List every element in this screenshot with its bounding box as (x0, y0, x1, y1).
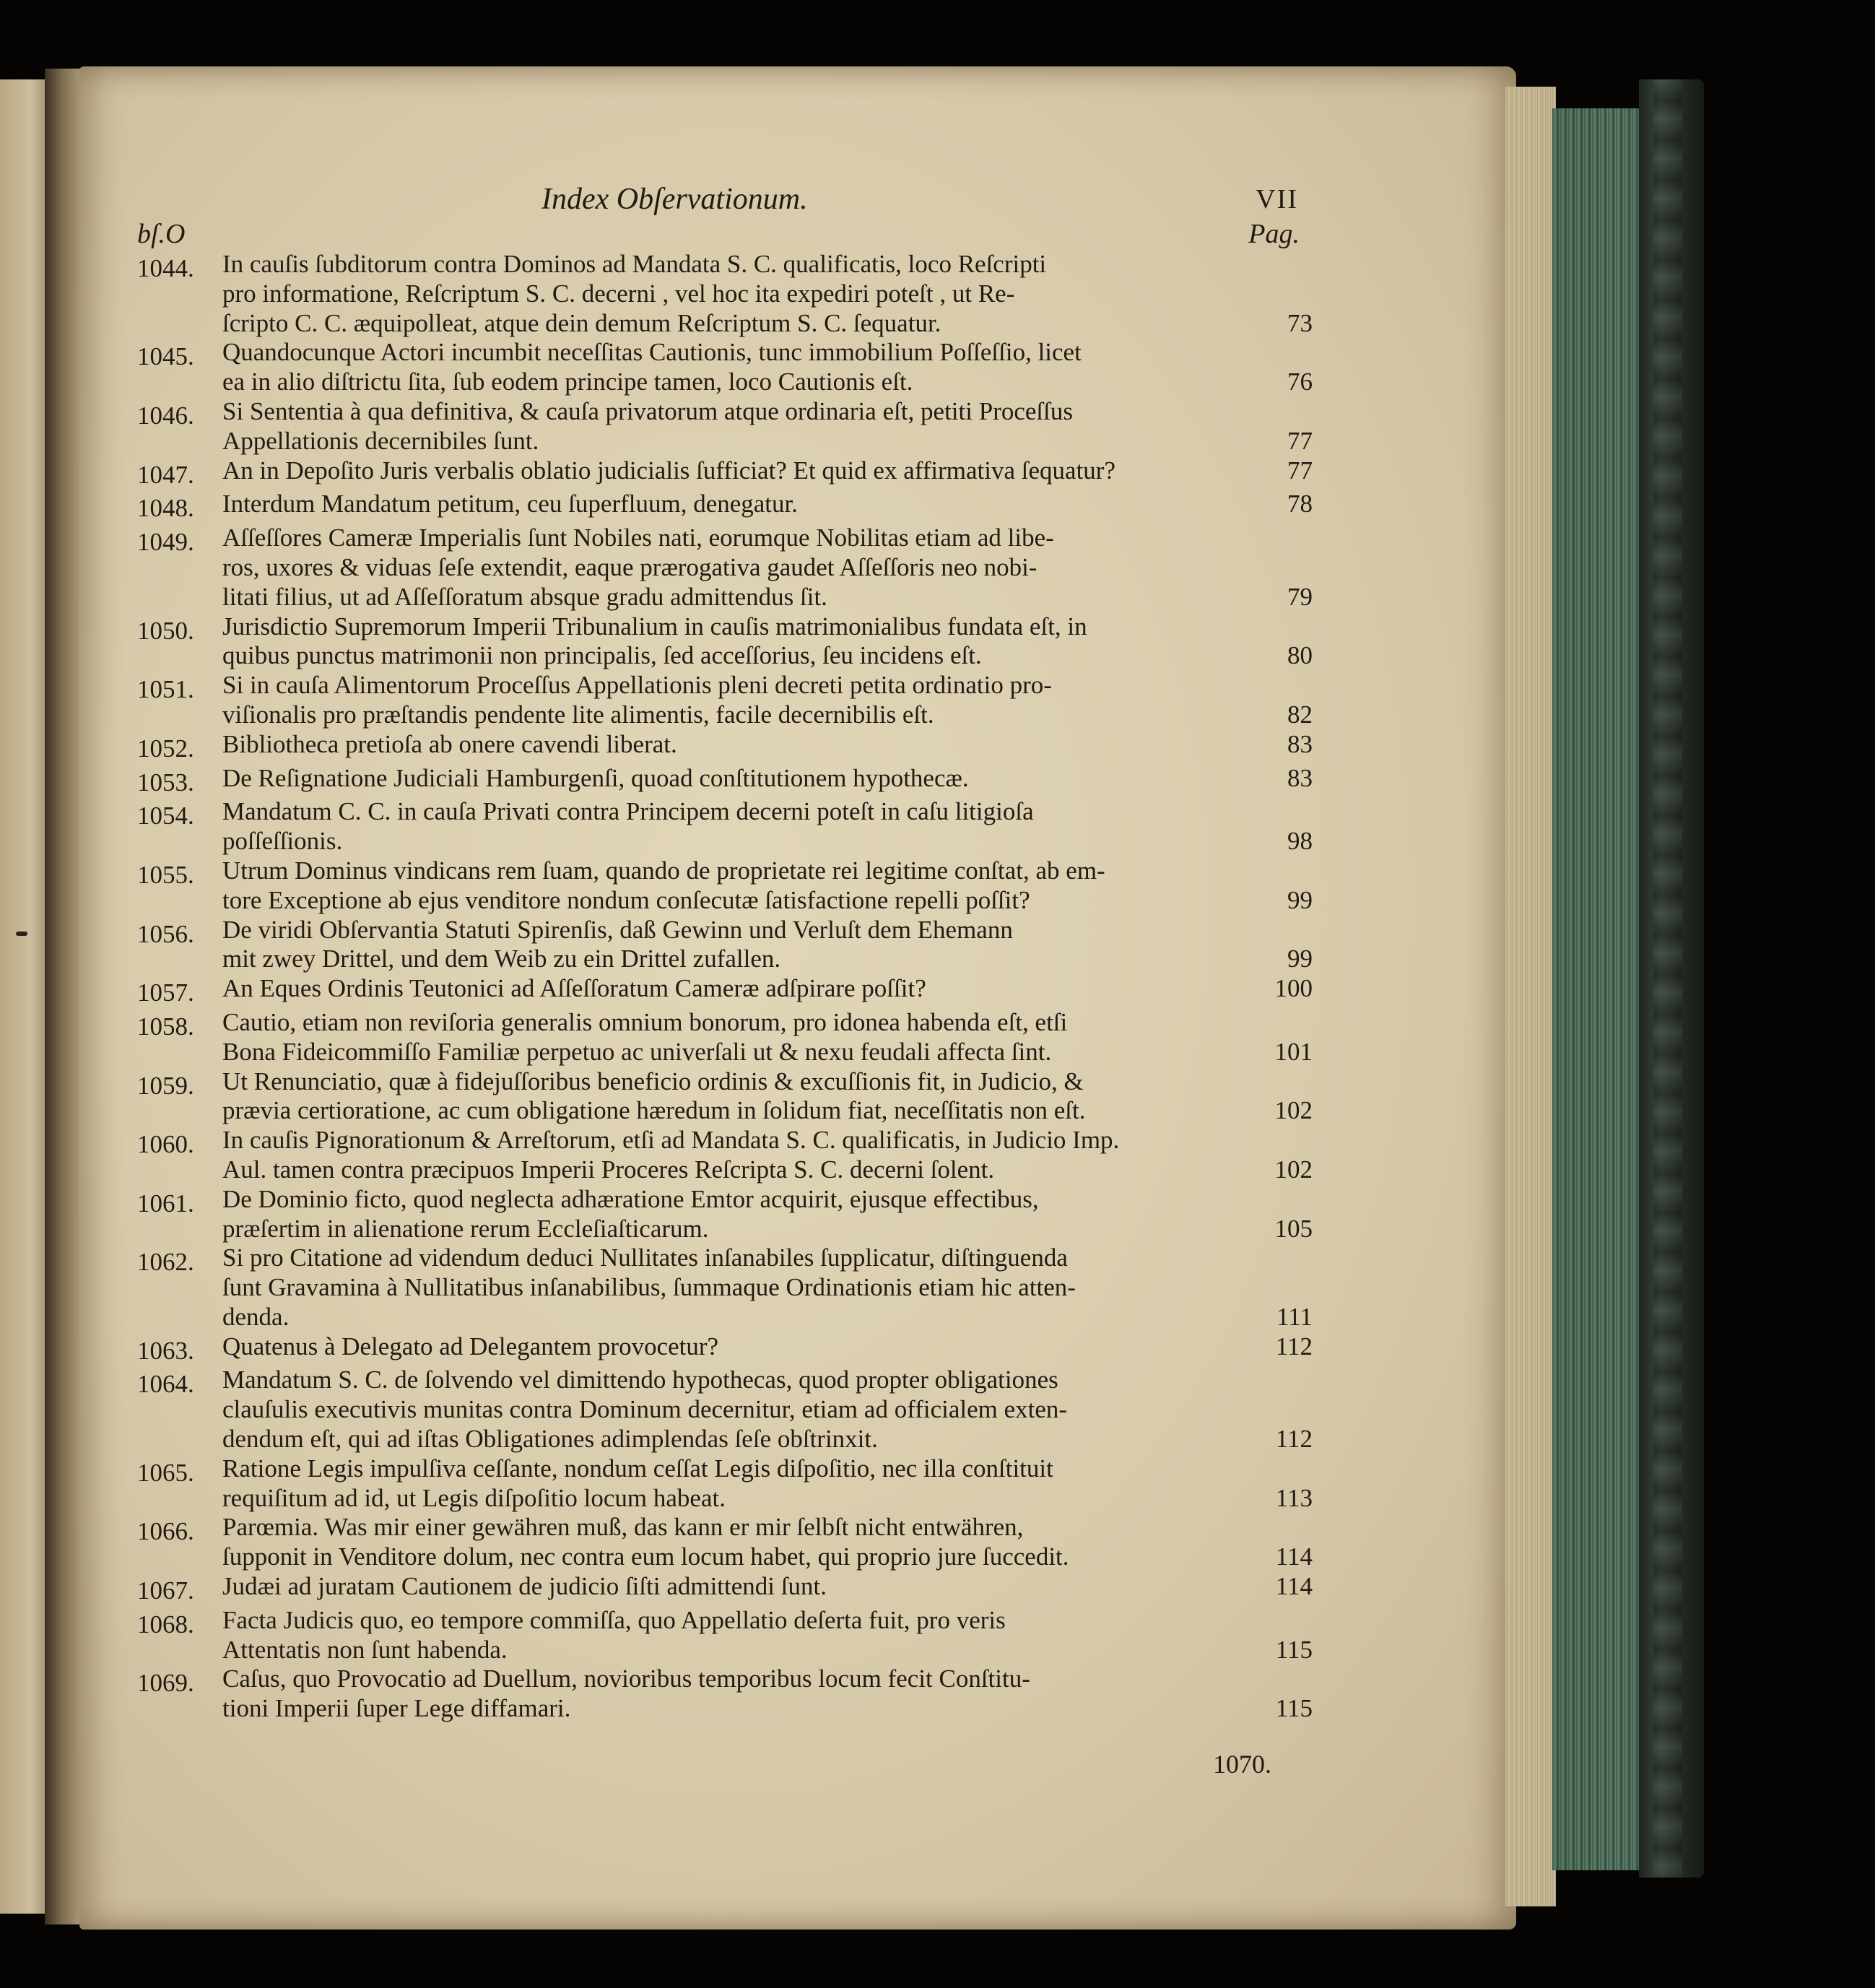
entry-line (222, 1185, 1285, 1215)
page-number: VII (1256, 184, 1298, 214)
page-reference: 112 (1275, 1332, 1313, 1360)
index-entry (137, 974, 1313, 1008)
observation-number: 1062. (137, 1248, 194, 1277)
entry-line (222, 641, 1313, 671)
entry-line-text: Aſſeſſores Cameræ Imperialis ſunt Nobiles nati, eorumque Nobilitas etiam ad libe- (222, 524, 1054, 552)
index-entry (137, 1572, 1313, 1606)
entry-line (222, 553, 1285, 583)
column-headings (137, 218, 1300, 249)
index-entry (137, 1332, 1313, 1366)
entry-line-text: Mandatum C. C. in cauſa Privati contra Principem decerni poteſt in caſu litigioſa (222, 797, 1034, 826)
page-reference (1262, 1366, 1313, 1395)
index-entry (137, 1513, 1313, 1572)
book-fore-edge (1552, 108, 1653, 1870)
observation-number: 1065. (137, 1458, 194, 1487)
observation-number: 1067. (137, 1576, 194, 1605)
entry-line (222, 974, 1313, 1004)
page-reference: 77 (1287, 456, 1313, 485)
entry-line (222, 1126, 1285, 1155)
page-reference: 80 (1287, 641, 1313, 670)
entry-line-text: poſſeſſionis. (222, 827, 343, 856)
entry-text (222, 974, 1313, 1004)
entry-line (222, 1664, 1285, 1694)
entry-line-text: Si Sententia à qua definitiva, & cauſa privatorum atque ordinaria eſt, petiti Proceſſus (222, 396, 1073, 425)
page-reference: 115 (1275, 1635, 1313, 1664)
index-entry (137, 671, 1313, 730)
entry-text (222, 1067, 1313, 1127)
margin-mark (16, 932, 27, 936)
entry-text (222, 1605, 1313, 1665)
page-reference (1262, 338, 1313, 368)
entry-line (222, 1366, 1285, 1395)
index-entry (137, 1007, 1313, 1067)
entry-line (222, 426, 1313, 456)
page-reference (1262, 856, 1313, 886)
book-cover (1639, 79, 1704, 1878)
page-reference: 113 (1275, 1483, 1313, 1512)
entry-line (222, 1483, 1313, 1514)
observation-number: 1057. (137, 978, 194, 1007)
page-reference: 112 (1275, 1425, 1313, 1454)
observation-number: 1056. (137, 919, 194, 948)
entry-line-text: dendum eſt, qui ad iſtas Obligationes adimplendas ſeſe obſtrinxit. (222, 1425, 878, 1454)
page-reference (1262, 279, 1313, 309)
entry-line (222, 308, 1313, 339)
page-reference (1262, 553, 1313, 583)
entry-line (222, 856, 1285, 886)
entry-line (222, 1542, 1313, 1572)
entry-line (222, 524, 1285, 553)
observation-number: 1044. (137, 254, 194, 282)
page-reference: 79 (1287, 582, 1313, 611)
entry-line (222, 1332, 1313, 1362)
observation-number: 1069. (137, 1669, 194, 1698)
observation-number: 1052. (137, 734, 194, 763)
entry-line-text: Jurisdictio Supremorum Imperii Tribunalium in cauſis matrimonialibus fundata eſt, in (222, 612, 1087, 641)
entry-line (222, 1606, 1285, 1636)
entry-line-text: Si in cauſa Alimentorum Proceſſus Appellationis pleni decreti petita ordinatio pro- (222, 671, 1052, 700)
entry-text (222, 1184, 1313, 1244)
entry-text (222, 856, 1313, 916)
entry-line (222, 916, 1285, 945)
index-entry (137, 1067, 1313, 1127)
page-reference: 98 (1287, 827, 1313, 856)
page-reference (1262, 1126, 1313, 1155)
index-entry (137, 490, 1313, 524)
page-reference: 111 (1276, 1302, 1313, 1331)
entry-line (222, 945, 1313, 974)
entry-line (222, 1067, 1285, 1097)
entry-line (222, 1635, 1313, 1665)
entry-text (222, 396, 1313, 456)
entry-line (222, 456, 1313, 486)
entry-line-text: Ratione Legis impulſiva ceſſante, nondum ceſſat Legis diſpoſitio, nec illa conſtituit (222, 1454, 1053, 1483)
entry-line (222, 700, 1313, 730)
page-reference (1262, 1606, 1313, 1636)
observation-number: 1058. (137, 1012, 194, 1041)
index-entry (137, 915, 1313, 975)
entry-line-text: De Reſignatione Judiciali Hamburgenſi, quoad conſtitutionem hypothecæ. (222, 763, 969, 792)
entry-line-text: ea in alio diſtrictu ſita, ſub eodem principe tamen, loco Cautionis eſt. (222, 368, 913, 396)
entry-line-text: Aul. tamen contra præcipuos Imperii Proceres Reſcripta S. C. decerni ſolent. (222, 1155, 995, 1184)
entry-text (222, 1007, 1313, 1067)
entry-line (222, 1572, 1313, 1602)
index-entry (137, 1366, 1313, 1454)
page-reference: 114 (1275, 1572, 1313, 1601)
entry-text (222, 250, 1313, 338)
entry-line-text: De viridi Obſervantia Statuti Spirenſis, daß Gewinn und Verluſt dem Ehemann (222, 915, 1013, 944)
entry-line-text: ros, uxores & viduas ſeſe extendit, eaque prærogativa gaudet Aſſeſſoris neo nobi- (222, 552, 1037, 581)
entry-line (222, 612, 1285, 642)
entry-text (222, 729, 1313, 760)
entry-line-text: ſupponit in Venditore dolum, nec contra eum locum habet, qui proprio jure ſuccedit. (222, 1542, 1069, 1571)
observation-number: 1066. (137, 1517, 194, 1546)
entry-line (222, 250, 1285, 279)
entry-line (222, 885, 1313, 916)
entry-line (222, 490, 1313, 519)
index-entry (137, 729, 1313, 764)
entry-line-text: Bibliotheca pretioſa ab onere cavendi liberat. (222, 729, 677, 758)
entry-line-text: ſcripto C. C. æquipolleat, atque dein demum Reſcriptum S. C. ſequatur. (222, 308, 941, 337)
page-reference: 115 (1275, 1694, 1313, 1723)
page-reference: 102 (1274, 1096, 1313, 1125)
index-entry (137, 1184, 1313, 1244)
facing-page-edge (0, 79, 51, 1914)
index-entry (137, 250, 1313, 338)
entry-line (222, 1273, 1285, 1303)
entry-text (222, 1366, 1313, 1454)
page-reference (1262, 671, 1313, 700)
observation-number: 1059. (137, 1071, 194, 1100)
entry-line (222, 1096, 1313, 1126)
entry-line (222, 1454, 1285, 1484)
entry-line-text: quibus punctus matrimonii non principalis, ſed acceſſorius, ſeu incidens eſt. (222, 641, 982, 670)
entry-text (222, 1513, 1313, 1572)
entry-text (222, 456, 1313, 486)
page-reference (1262, 250, 1313, 279)
observation-number: 1068. (137, 1610, 194, 1638)
entry-text (222, 1454, 1313, 1514)
observation-number: 1054. (137, 802, 194, 830)
observation-number: 1064. (137, 1370, 194, 1399)
page-reference (1262, 1664, 1313, 1694)
entry-text (222, 1126, 1313, 1185)
entry-line-text: Utrum Dominus vindicans rem ſuam, quando de proprietate rei legitime conſtat, ab em- (222, 856, 1105, 885)
page-reference: 101 (1274, 1037, 1313, 1066)
entry-text (222, 1332, 1313, 1362)
page-reference: 105 (1274, 1214, 1313, 1243)
entry-text (222, 915, 1313, 975)
entry-line-text: Judæi ad juratam Cautionem de judicio ſiſti admittendi ſunt. (222, 1572, 827, 1601)
entry-text (222, 763, 1313, 794)
page-reference (1262, 797, 1313, 827)
entry-line-text: Si pro Citatione ad videndum deduci Nullitates inſanabiles ſupplicatur, diſtinguenda (222, 1243, 1068, 1272)
entry-line-text: Interdum Mandatum petitum, ceu ſuperfluum, denegatur. (222, 490, 799, 518)
page-reference: 99 (1287, 885, 1313, 914)
entry-line (222, 338, 1285, 368)
page-reference (1262, 1395, 1313, 1425)
index-entry (137, 797, 1313, 856)
entry-text (222, 490, 1313, 519)
entry-line-text: Quatenus à Delegato ad Delegantem provocetur? (222, 1332, 719, 1360)
entry-line (222, 1395, 1285, 1425)
entry-line-text: Appellationis decernibiles ſunt. (222, 426, 539, 455)
column-head-observation: bſ.O (137, 219, 186, 249)
observation-number: 1055. (137, 860, 194, 889)
observation-number: 1063. (137, 1336, 194, 1365)
page-reference (1262, 1513, 1313, 1542)
observation-number: 1050. (137, 616, 194, 645)
entry-line-text: clauſulis executivis munitas contra Dominum decernitur, etiam ad officialem exten- (222, 1395, 1068, 1424)
page-reference (1262, 612, 1313, 642)
entry-line-text: Caſus, quo Provocatio ad Duellum, novioribus temporibus locum fecit Conſtitu- (222, 1664, 1030, 1693)
index-entries (137, 250, 1313, 1724)
observation-number: 1049. (137, 528, 194, 557)
entry-line-text: pro informatione, Reſcriptum S. C. decerni , vel hoc ita expediri poteſt , ut Re- (222, 279, 1015, 308)
entry-line-text: Facta Judicis quo, eo tempore commiſſa, quo Appellatio deſerta fuit, pro veris (222, 1605, 1006, 1634)
page-reference: 114 (1275, 1542, 1313, 1571)
page-reference: 78 (1287, 490, 1313, 518)
page-reference (1262, 916, 1313, 945)
observation-number: 1061. (137, 1189, 194, 1217)
column-head-page: Pag. (1248, 219, 1300, 249)
entry-line (222, 671, 1285, 700)
entry-line-text: An Eques Ordinis Teutonici ad Aſſeſſoratum Cameræ adſpirare poſſit? (222, 974, 926, 1003)
entry-line-text: requiſitum ad id, ut Legis diſpoſitio locum habeat. (222, 1483, 726, 1512)
index-entry (137, 396, 1313, 456)
entry-text (222, 797, 1313, 856)
page-reference (1262, 1185, 1313, 1215)
entry-line (222, 1214, 1313, 1244)
index-entry (137, 763, 1313, 798)
page-reference: 76 (1287, 368, 1313, 396)
catchword: 1070. (1213, 1750, 1271, 1779)
entry-text (222, 524, 1313, 612)
entry-text (222, 1572, 1313, 1602)
observation-number: 1060. (137, 1130, 194, 1159)
page-reference: 83 (1287, 763, 1313, 792)
page-reference (1262, 397, 1313, 427)
index-entry (137, 524, 1313, 612)
page-reference: 83 (1287, 729, 1313, 758)
page-reference: 73 (1287, 308, 1313, 337)
entry-line (222, 1243, 1285, 1273)
entry-line-text: Ut Renunciatio, quæ à fidejuſſoribus beneficio ordinis & excuſſionis fit, in Judicio, & (222, 1067, 1084, 1095)
page-reference: 99 (1287, 945, 1313, 973)
entry-line-text: An in Depoſito Juris verbalis oblatio judicialis ſufficiat? Et quid ex affirmativa ſequatur? (222, 456, 1115, 485)
entry-line-text: præſertim in alienatione rerum Eccleſiaſticarum. (222, 1214, 709, 1243)
entry-text (222, 612, 1313, 672)
entry-text (222, 1243, 1313, 1332)
observation-number: 1047. (137, 460, 194, 489)
page-reference (1262, 1243, 1313, 1273)
index-entry (137, 612, 1313, 672)
entry-text (222, 338, 1313, 397)
index-entry (137, 1126, 1313, 1185)
page-title: Index Obſervationum. (541, 183, 808, 216)
index-entry (137, 856, 1313, 916)
entry-line-text: In cauſis Pignorationum & Arreſtorum, etſi ad Mandata S. C. qualificatis, in Judicio Imp. (222, 1126, 1120, 1155)
entry-line (222, 582, 1313, 612)
entry-line-text: Cautio, etiam non reviſoria generalis omnium bonorum, pro idonea habenda eſt, etſi (222, 1007, 1068, 1036)
page-reference (1262, 1008, 1313, 1038)
entry-line-text: In cauſis ſubditorum contra Dominos ad Mandata S. C. qualificatis, loco Reſcripti (222, 250, 1047, 278)
page-reference: 100 (1274, 974, 1313, 1003)
index-entry (137, 1243, 1313, 1332)
entry-line (222, 1302, 1313, 1332)
entry-text (222, 1664, 1313, 1724)
page-leaf-edges (1505, 87, 1556, 1906)
page-reference: 82 (1287, 700, 1313, 729)
entry-line (222, 1694, 1313, 1724)
entry-line-text: Bona Fideicommiſſo Familiæ perpetuo ac univerſali ut & nexu feudali affecta ſint. (222, 1037, 1052, 1066)
entry-line (222, 797, 1285, 827)
page-reference (1262, 1273, 1313, 1303)
entry-line-text: Mandatum S. C. de ſolvendo vel dimittendo hypothecas, quod propter obligationes (222, 1366, 1058, 1394)
page-reference: 77 (1287, 426, 1313, 455)
entry-line-text: Quandocunque Actori incumbit neceſſitas Cautionis, tunc immobilium Poſſeſſio, licet (222, 338, 1082, 367)
entry-line-text: Parœmia. Was mir einer gewähren muß, das kann er mir ſelbſt nicht entwähren, (222, 1513, 1024, 1542)
observation-number: 1051. (137, 675, 194, 704)
entry-line (222, 1155, 1313, 1185)
entry-line (222, 397, 1285, 427)
page-reference: 102 (1274, 1155, 1313, 1184)
running-header (137, 182, 1298, 218)
entry-line (222, 368, 1313, 397)
index-entry (137, 1664, 1313, 1724)
entry-line-text: tioni Imperii ſuper Lege diffamari. (222, 1694, 571, 1723)
entry-line-text: ſunt Gravamina à Nullitatibus inſanabilibus, ſummaque Ordinationis etiam hic atten- (222, 1273, 1076, 1302)
entry-text (222, 671, 1313, 730)
entry-line (222, 729, 1313, 760)
entry-line (222, 279, 1285, 309)
entry-line (222, 1425, 1313, 1454)
entry-line-text: Attentatis non ſunt habenda. (222, 1635, 508, 1664)
observation-number: 1048. (137, 494, 194, 523)
page-reference (1262, 1454, 1313, 1484)
entry-line-text: litati filius, ut ad Aſſeſſoratum absque gradu admittendus ſit. (222, 582, 827, 611)
entry-line-text: De Dominio ficto, quod neglecta adhæratione Emtor acquirit, ejusque effectibus, (222, 1184, 1039, 1213)
entry-line-text: prævia certioratione, ac cum obligatione hæredum in ſolidum fiat, neceſſitatis non eſt. (222, 1096, 1086, 1125)
observation-number: 1053. (137, 768, 194, 796)
entry-line (222, 827, 1313, 856)
observation-number: 1045. (137, 342, 194, 371)
entry-line (222, 1008, 1285, 1038)
entry-line-text: viſionalis pro præſtandis pendente lite alimentis, facile decernibilis eſt. (222, 700, 934, 729)
entry-line-text: denda. (222, 1302, 290, 1331)
index-entry (137, 1454, 1313, 1514)
index-entry (137, 1605, 1313, 1665)
observation-number: 1046. (137, 401, 194, 430)
entry-line (222, 763, 1313, 794)
index-entry (137, 456, 1313, 490)
entry-line-text: tore Exceptione ab ejus venditore nondum conſecutæ ſatisfactione repelli poſſit? (222, 885, 1030, 914)
entry-line (222, 1037, 1313, 1067)
page-reference (1262, 524, 1313, 553)
entry-line (222, 1513, 1285, 1542)
entry-line-text: mit zwey Drittel, und dem Weib zu ein Drittel zufallen. (222, 945, 781, 973)
index-entry (137, 338, 1313, 397)
page-reference (1262, 1067, 1313, 1097)
